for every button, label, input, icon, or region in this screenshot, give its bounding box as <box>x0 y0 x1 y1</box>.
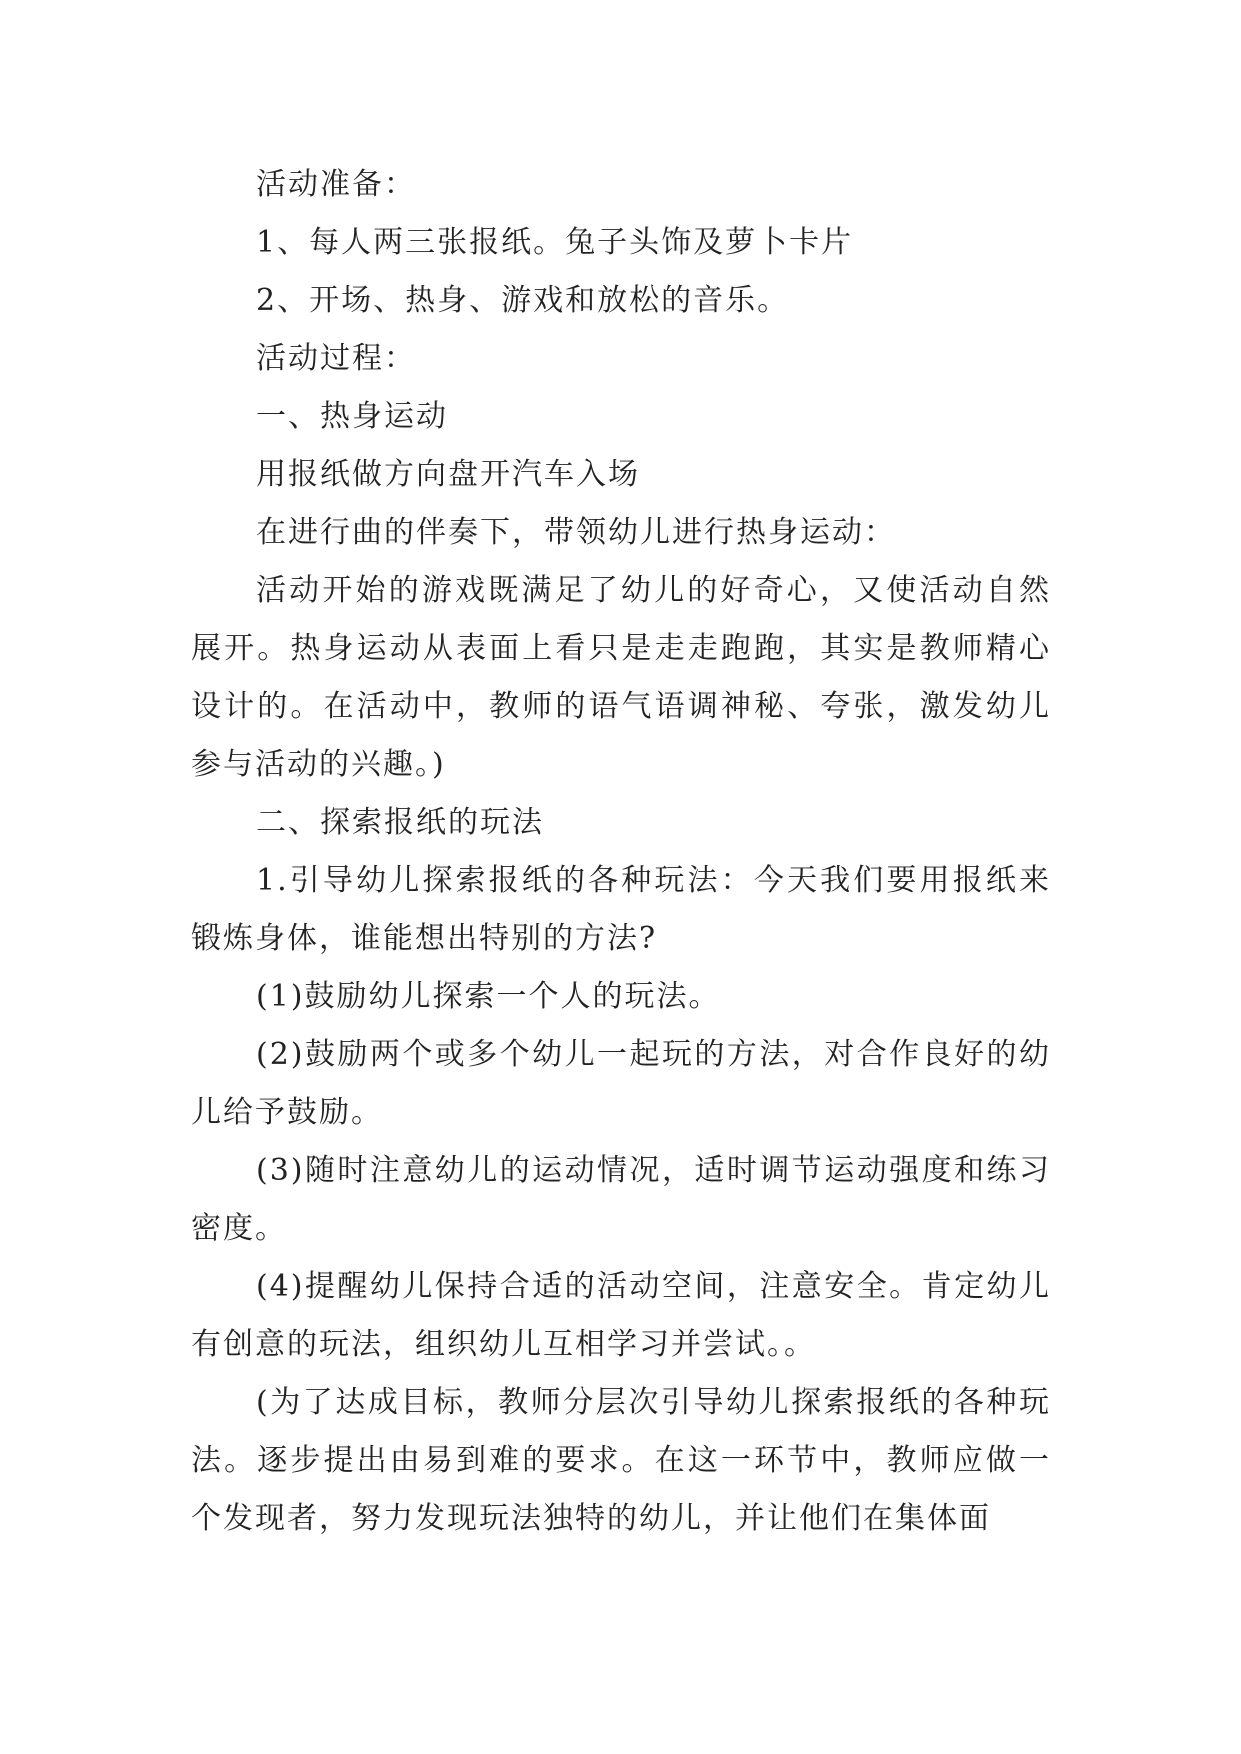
paragraph-preparation-item-2: 2、开场、热身、游戏和放松的音乐。 <box>256 283 790 318</box>
paragraph-explore-commentary: (为了达成目标，教师分层次引导幼儿探索报纸的各种玩法。逐步提出由易到难的要求。在这一环节中，教师应做一个发现者，努力发现玩法独特的幼儿，并让他们在集体面 <box>191 1385 1051 1536</box>
paragraph-preparation-item-1: 1、每人两三张报纸。兔子头饰及萝卜卡片 <box>256 225 854 260</box>
paragraph-explore-guide: 1.引导幼儿探索报纸的各种玩法：今天我们要用报纸来锻炼身体，谁能想出特别的方法? <box>191 863 1051 956</box>
document-body <box>191 156 1051 1548</box>
paragraph-activity-preparation-heading: 活动准备： <box>256 167 416 202</box>
paragraph-warmup-entry: 用报纸做方向盘开汽车入场 <box>256 457 640 492</box>
paragraph-section-explore-heading: 二、探索报纸的玩法 <box>256 805 544 840</box>
paragraph-warmup-commentary: 活动开始的游戏既满足了幼儿的好奇心，又使活动自然展开。热身运动从表面上看只是走走跑跑，其实是教师精心设计的。在活动中，教师的语气语调神秘、夸张，激发幼儿参与活动的兴趣。) <box>191 573 1051 782</box>
paragraph-explore-item-3: (3)随时注意幼儿的运动情况，适时调节运动强度和练习密度。 <box>191 1153 1051 1246</box>
paragraph-section-warmup-heading: 一、热身运动 <box>256 399 448 434</box>
paragraph-explore-item-1: (1)鼓励幼儿探索一个人的玩法。 <box>256 979 721 1014</box>
paragraph-explore-item-4: (4)提醒幼儿保持合适的活动空间，注意安全。肯定幼儿有创意的玩法，组织幼儿互相学习并尝试。。 <box>191 1269 1051 1362</box>
paragraph-warmup-march: 在进行曲的伴奏下，带领幼儿进行热身运动： <box>256 515 896 550</box>
paragraph-explore-item-2: (2)鼓励两个或多个幼儿一起玩的方法，对合作良好的幼儿给予鼓励。 <box>191 1037 1051 1130</box>
paragraph-activity-process-heading: 活动过程： <box>256 341 416 376</box>
